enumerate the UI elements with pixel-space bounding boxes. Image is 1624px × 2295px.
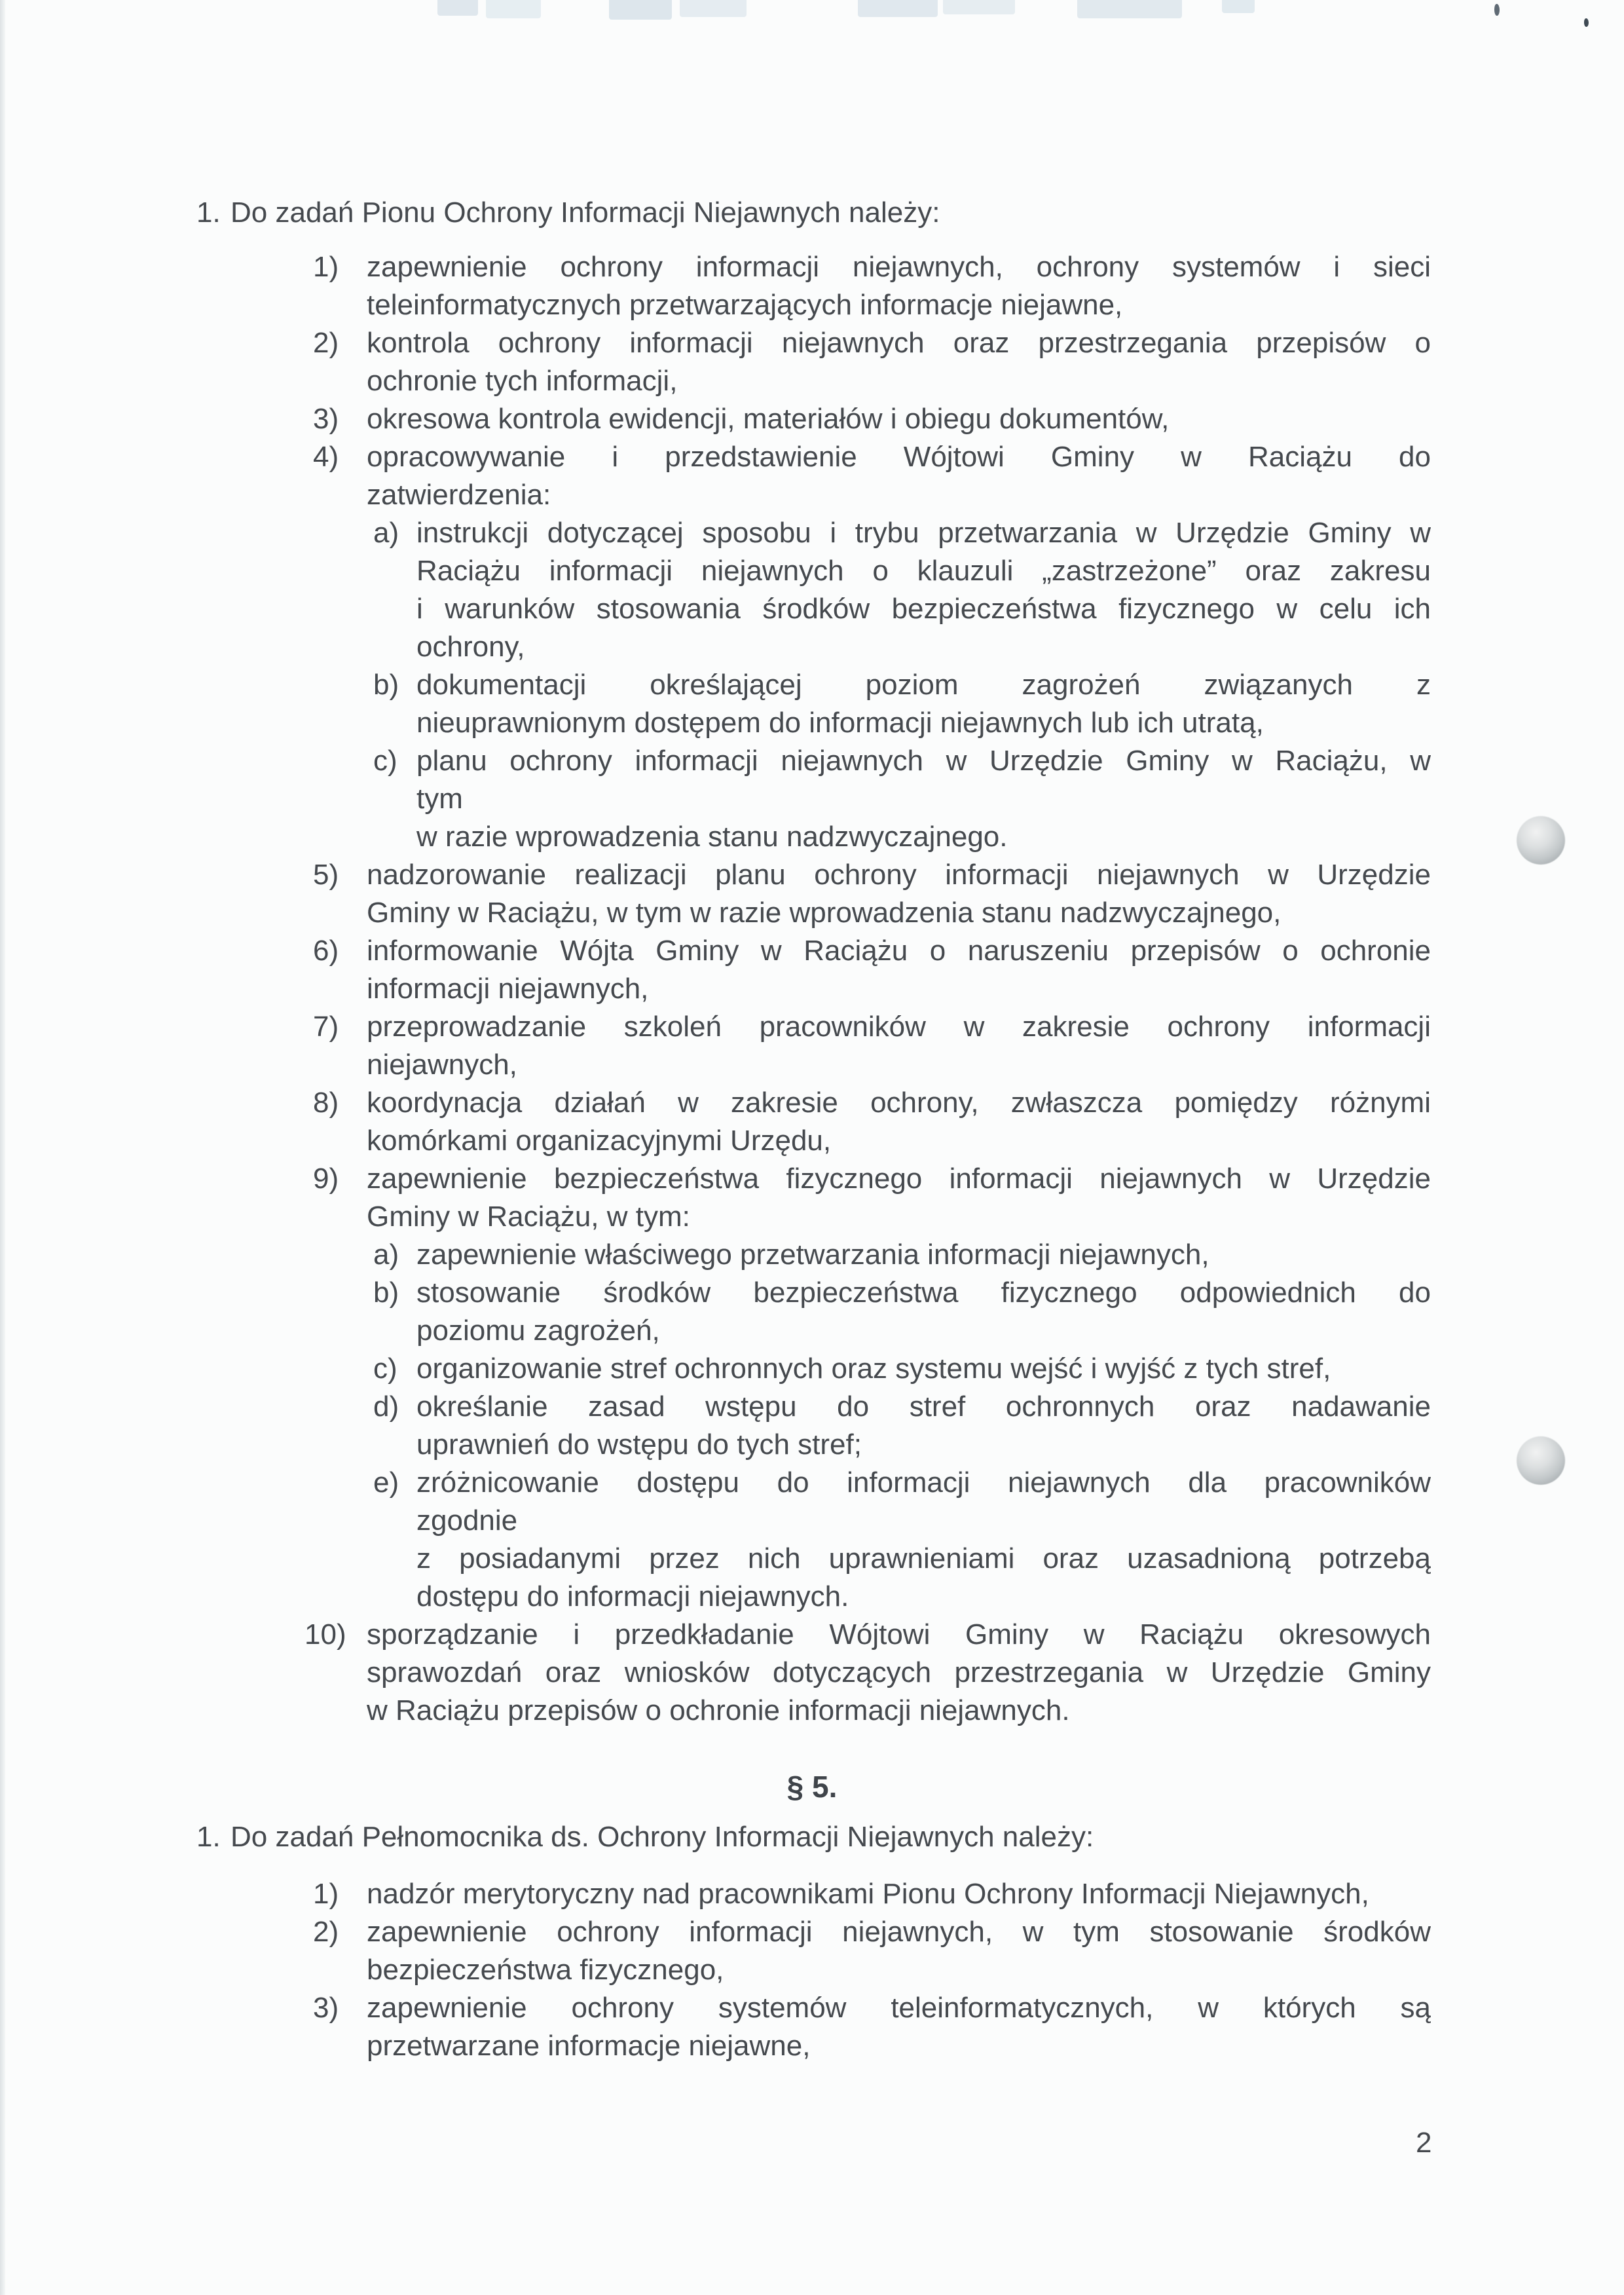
- list-marker: c): [373, 1353, 397, 1385]
- text-line: uprawnień do wstępu do tych stref;: [416, 1428, 862, 1461]
- list-item: [0, 438, 1624, 856]
- section-5-heading: § 5.: [786, 1770, 838, 1804]
- item-text: [367, 1160, 1431, 1236]
- part2-number: 1.: [196, 1821, 221, 1853]
- sub-list-item: [0, 1274, 1624, 1350]
- item-text: [367, 1989, 1431, 2065]
- sub-list-item: [0, 514, 1624, 666]
- part1-item-list: [0, 248, 1624, 1730]
- scan-streak: [1077, 0, 1182, 18]
- list-item: [0, 1008, 1624, 1084]
- scan-streak: [680, 0, 747, 17]
- scan-streak: [486, 0, 541, 18]
- text-line: sporządzanie i przedkładanie Wójtowi Gminy w Raciążu okresowych: [367, 1618, 1431, 1651]
- list-marker: c): [373, 745, 397, 777]
- list-marker: 3): [313, 1992, 339, 2024]
- scan-speck: [1584, 18, 1589, 27]
- text-line: planu ochrony informacji niejawnych w Urzędzie Gminy w Raciążu, w: [416, 745, 1431, 777]
- text-line: instrukcji dotyczącej sposobu i trybu przetwarzania w Urzędzie Gminy w: [416, 517, 1431, 549]
- text-line: opracowywanie i przedstawienie Wójtowi Gminy w Raciążu do: [367, 441, 1431, 473]
- item-text: [416, 1274, 1431, 1350]
- text-line: organizowanie stref ochronnych oraz systemu wejść i wyjść z tych stref,: [416, 1353, 1331, 1385]
- scan-streak: [1222, 0, 1255, 13]
- text-line: Raciążu informacji niejawnych o klauzuli „zastrzeżone” oraz zakresu: [416, 555, 1431, 587]
- list-marker: b): [373, 669, 399, 701]
- list-marker: 4): [313, 441, 339, 473]
- text-line: niejawnych,: [367, 1049, 517, 1081]
- list-item: [0, 248, 1624, 324]
- text-line: koordynacja działań w zakresie ochrony, zwłaszcza pomiędzy różnymi: [367, 1087, 1431, 1119]
- document-body: [0, 194, 1624, 2065]
- list-marker: 2): [313, 1916, 339, 1948]
- item-text: [367, 324, 1431, 400]
- list-marker: a): [373, 517, 399, 549]
- list-marker: e): [373, 1466, 399, 1499]
- sub-list-item: [0, 1350, 1624, 1388]
- part2-item-list: [0, 1875, 1624, 2065]
- part1-heading: [0, 194, 1624, 232]
- sub-list-item: [0, 1388, 1624, 1464]
- part1-heading-text: Do zadań Pionu Ochrony Informacji Niejawnych należy:: [231, 196, 940, 229]
- text-line: zróżnicowanie dostępu do informacji niejawnych dla pracowników: [416, 1466, 1431, 1499]
- item-text: [416, 742, 1431, 856]
- scan-streak: [858, 0, 938, 17]
- text-line: przetwarzane informacje niejawne,: [367, 2030, 811, 2062]
- scan-streak: [437, 0, 478, 16]
- text-line: z posiadanymi przez nich uprawnieniami oraz uzasadnioną potrzebą: [416, 1542, 1431, 1575]
- text-line: zgodnie: [416, 1504, 518, 1537]
- item-text: [367, 932, 1431, 1008]
- list-marker: 1): [313, 1878, 339, 1910]
- text-line: nadzór merytoryczny nad pracownikami Pionu Ochrony Informacji Niejawnych,: [367, 1878, 1369, 1910]
- list-marker: 3): [313, 403, 339, 435]
- item-text: [416, 1388, 1431, 1464]
- item-text: [367, 1084, 1431, 1160]
- text-line: zatwierdzenia:: [367, 479, 551, 511]
- list-item: [0, 324, 1624, 400]
- item-text: [367, 1875, 1431, 1913]
- list-marker: 5): [313, 859, 339, 891]
- sub-item-list: [0, 514, 1624, 856]
- list-marker: d): [373, 1390, 399, 1423]
- text-line: zapewnienie ochrony informacji niejawnych, w tym stosowanie środków: [367, 1916, 1431, 1948]
- text-line: Gminy w Raciążu, w tym w razie wprowadzenia stanu nadzwyczajnego,: [367, 897, 1282, 929]
- list-item: [0, 1989, 1624, 2065]
- text-line: informowanie Wójta Gminy w Raciążu o naruszeniu przepisów o ochronie: [367, 935, 1431, 967]
- item-text: [416, 514, 1431, 666]
- text-line: ochrony,: [416, 631, 525, 663]
- text-line: stosowanie środków bezpieczeństwa fizycznego odpowiednich do: [416, 1277, 1431, 1309]
- text-line: nieuprawnionym dostępem do informacji niejawnych lub ich utratą,: [416, 707, 1264, 739]
- scan-streak: [943, 0, 1015, 14]
- list-item: [0, 400, 1624, 438]
- sub-list-item: [0, 1236, 1624, 1274]
- text-line: teleinformatycznych przetwarzających informacje niejawne,: [367, 289, 1123, 321]
- text-line: komórkami organizacyjnymi Urzędu,: [367, 1125, 832, 1157]
- item-text: [367, 856, 1431, 932]
- item-text: [367, 1913, 1431, 1989]
- item-text: [367, 248, 1431, 324]
- item-text: [416, 666, 1431, 742]
- text-line: bezpieczeństwa fizycznego,: [367, 1954, 724, 1986]
- part1-number: 1.: [196, 196, 221, 229]
- page-number: 2: [1416, 2127, 1432, 2159]
- list-item: [0, 1084, 1624, 1160]
- list-item: [0, 1616, 1624, 1730]
- scan-speck: [1494, 4, 1500, 16]
- list-marker: 10): [304, 1618, 346, 1651]
- text-line: zapewnienie właściwego przetwarzania informacji niejawnych,: [416, 1239, 1209, 1271]
- item-text: [367, 1008, 1431, 1084]
- text-line: określanie zasad wstępu do stref ochronnych oraz nadawanie: [416, 1390, 1431, 1423]
- text-line: w Raciążu przepisów o ochronie informacji niejawnych.: [367, 1694, 1070, 1726]
- item-text: [367, 1616, 1431, 1730]
- list-marker: 6): [313, 935, 339, 967]
- list-item: [0, 856, 1624, 932]
- list-item: [0, 1913, 1624, 1989]
- part2-heading: [0, 1818, 1624, 1856]
- scan-streak: [609, 0, 672, 20]
- list-item: [0, 932, 1624, 1008]
- item-text: [416, 1236, 1431, 1274]
- sub-list-item: [0, 1464, 1624, 1616]
- text-line: tym: [416, 783, 463, 815]
- list-marker: 9): [313, 1163, 339, 1195]
- text-line: w razie wprowadzenia stanu nadzwyczajnego.: [416, 821, 1008, 853]
- text-line: zapewnienie bezpieczeństwa fizycznego informacji niejawnych w Urzędzie: [367, 1163, 1431, 1195]
- text-line: zapewnienie ochrony informacji niejawnych, ochrony systemów i sieci: [367, 251, 1431, 283]
- text-line: dokumentacji określającej poziom zagrożeń związanych z: [416, 669, 1431, 701]
- list-marker: 7): [313, 1011, 339, 1043]
- list-marker: 1): [313, 251, 339, 283]
- list-item: [0, 1160, 1624, 1616]
- text-line: nadzorowanie realizacji planu ochrony informacji niejawnych w Urzędzie: [367, 859, 1431, 891]
- text-line: i warunków stosowania środków bezpieczeństwa fizycznego w celu ich: [416, 593, 1431, 625]
- part2-heading-text: Do zadań Pełnomocnika ds. Ochrony Informacji Niejawnych należy:: [231, 1821, 1094, 1853]
- text-line: zapewnienie ochrony systemów teleinformatycznych, w których są: [367, 1992, 1431, 2024]
- text-line: Gminy w Raciążu, w tym:: [367, 1201, 690, 1233]
- text-line: sprawozdań oraz wniosków dotyczących przestrzegania w Urzędzie Gminy: [367, 1656, 1431, 1689]
- text-line: poziomu zagrożeń,: [416, 1315, 660, 1347]
- sub-item-list: [0, 1236, 1624, 1616]
- text-line: kontrola ochrony informacji niejawnych oraz przestrzegania przepisów o: [367, 327, 1431, 359]
- list-item: [0, 1875, 1624, 1913]
- list-marker: 2): [313, 327, 339, 359]
- item-text: [416, 1350, 1431, 1388]
- item-text: [416, 1464, 1431, 1616]
- list-marker: b): [373, 1277, 399, 1309]
- item-text: [367, 438, 1431, 514]
- text-line: informacji niejawnych,: [367, 973, 649, 1005]
- sub-list-item: [0, 666, 1624, 742]
- text-line: dostępu do informacji niejawnych.: [416, 1580, 849, 1613]
- text-line: ochronie tych informacji,: [367, 365, 678, 397]
- text-line: przeprowadzanie szkoleń pracowników w zakresie ochrony informacji: [367, 1011, 1431, 1043]
- list-marker: 8): [313, 1087, 339, 1119]
- text-line: okresowa kontrola ewidencji, materiałów i obiegu dokumentów,: [367, 403, 1170, 435]
- sub-list-item: [0, 742, 1624, 856]
- list-marker: a): [373, 1239, 399, 1271]
- item-text: [367, 400, 1431, 438]
